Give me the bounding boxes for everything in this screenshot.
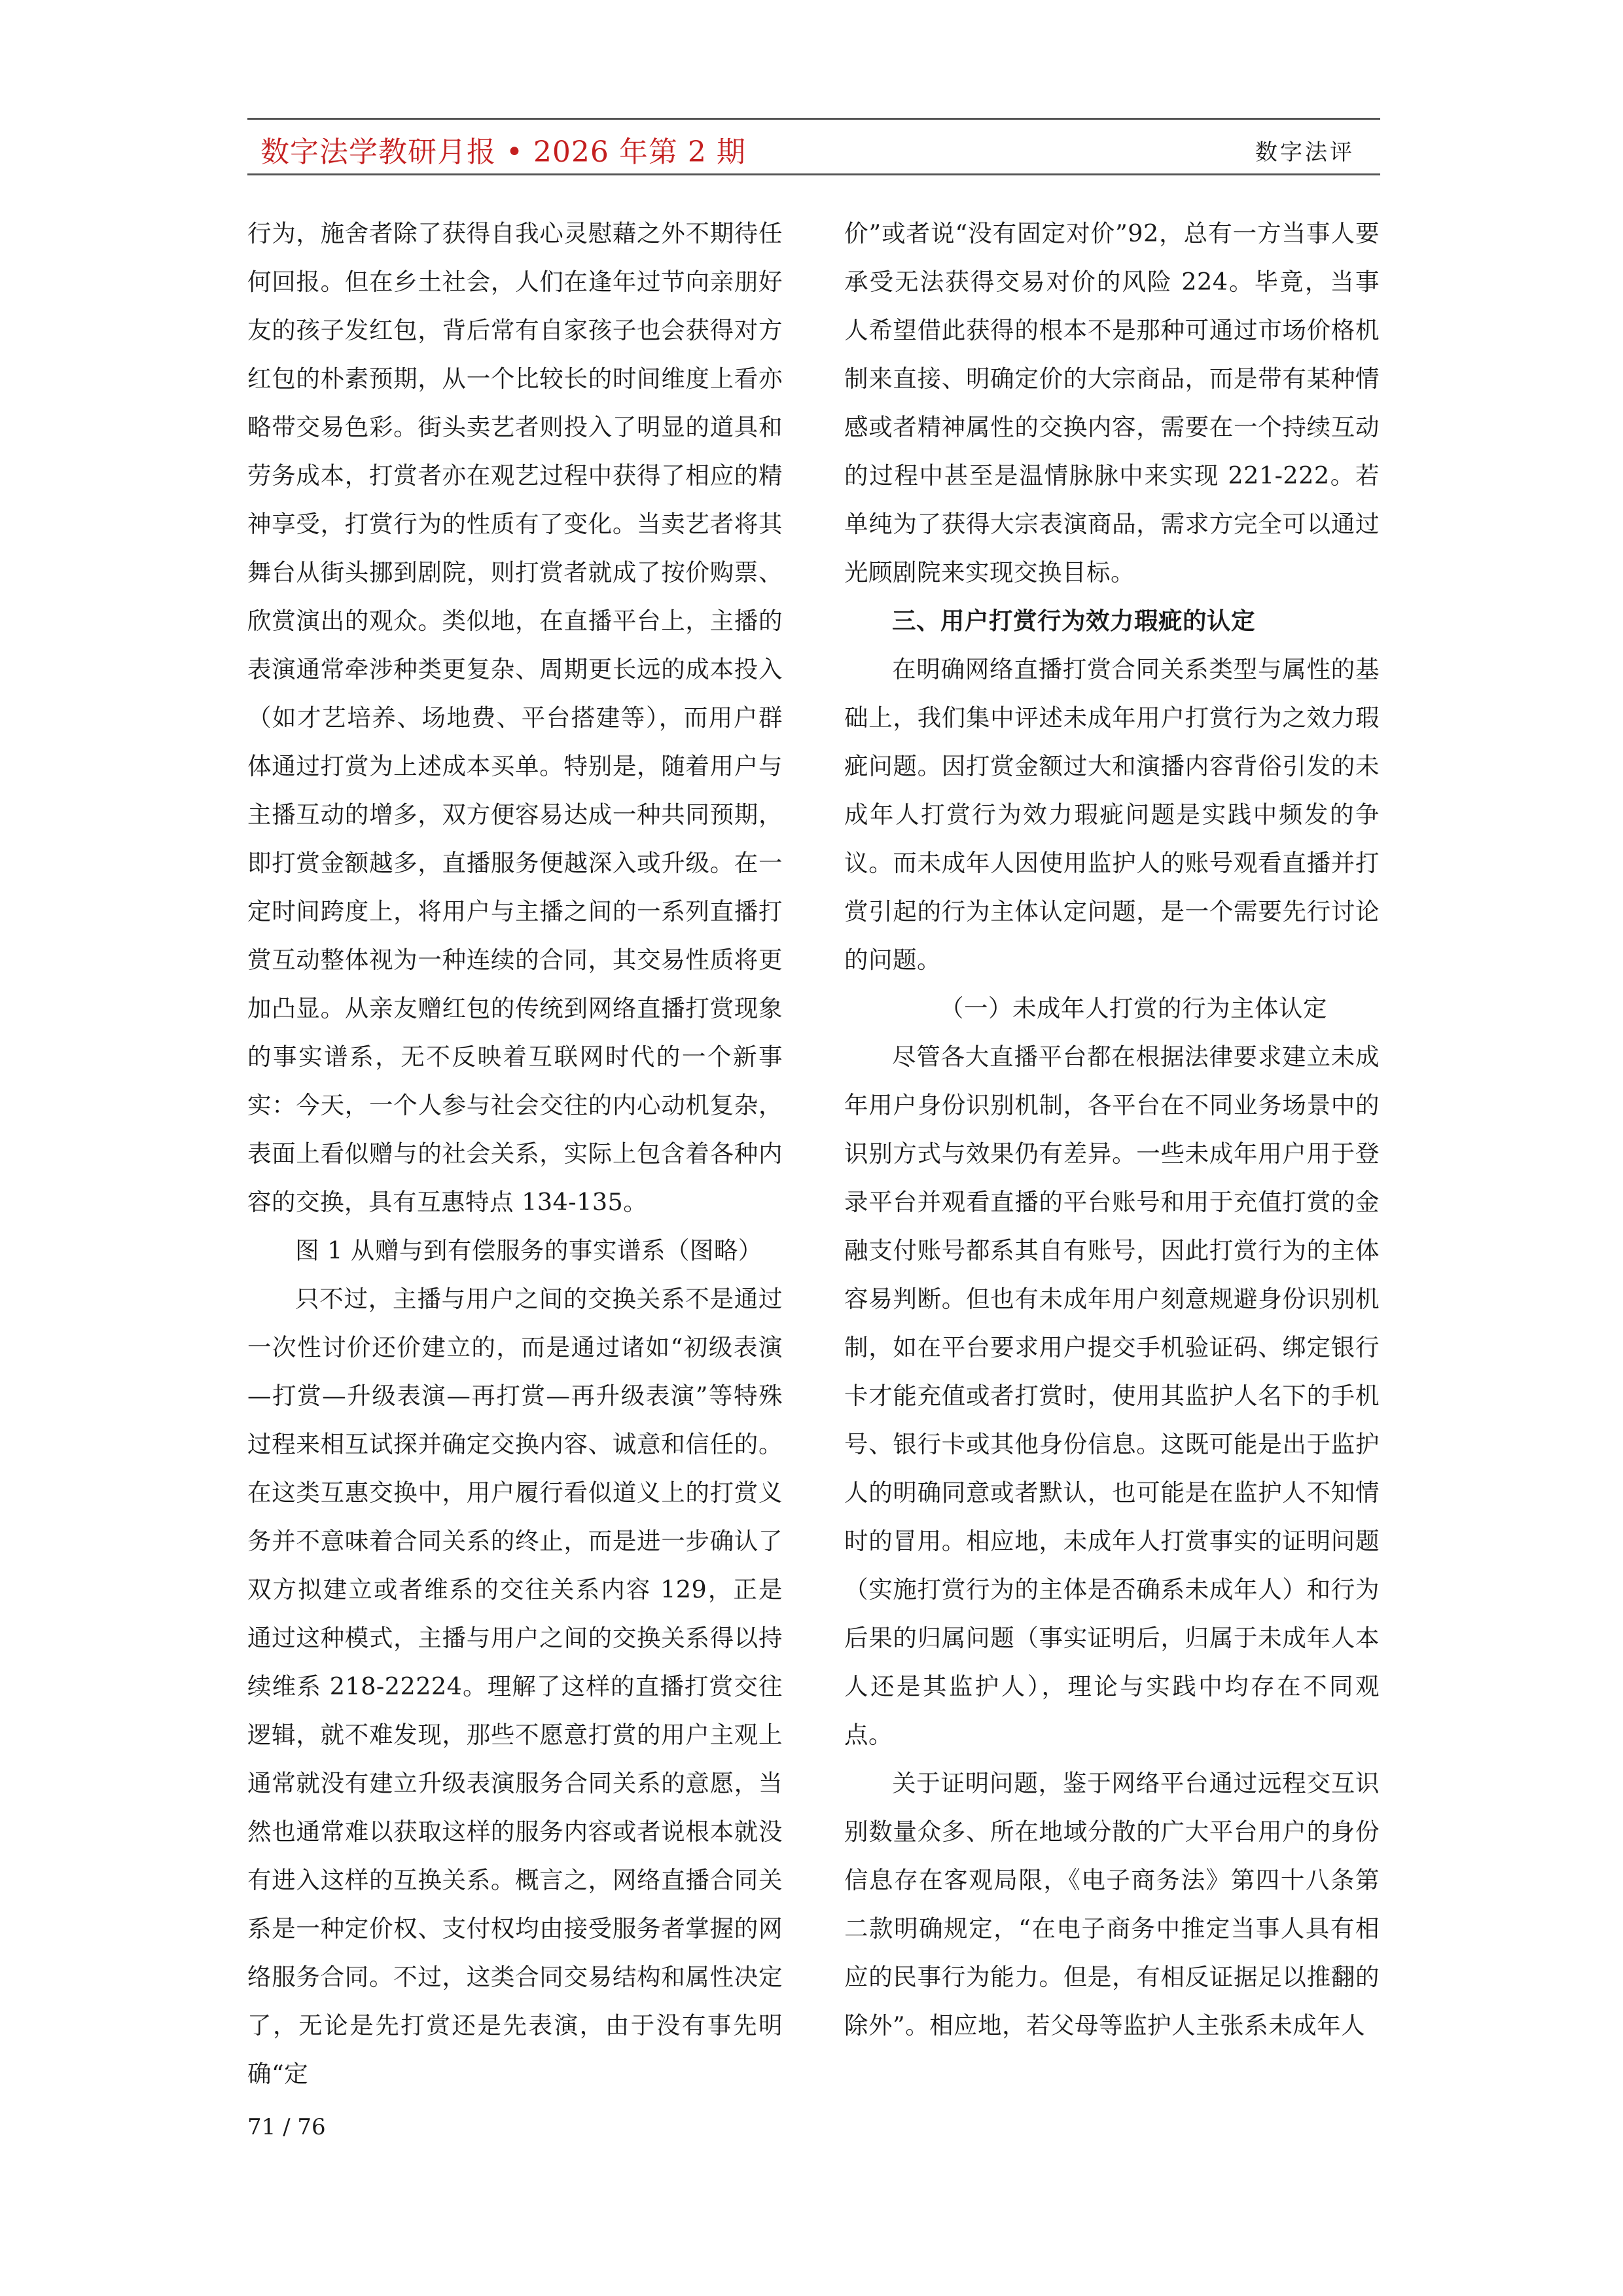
header-bottom-rule (247, 173, 1380, 175)
right-column (844, 209, 1380, 2050)
paragraph: 行为，施舍者除了获得自我心灵慰藉之外不期待任何回报。但在乡土社会，人们在逢年过节向亲朋好友的孩子发红包，背后常有自家孩子也会获得对方红包的朴素预期，从一个比较长的时间维度上看亦略带交易色彩。街头卖艺者则投入了明显的道具和劳务成本，打赏者亦在观艺过程中获得了相应的精神享受，打赏行为的性质有了变化。当卖艺者将其舞台从街头挪到剧院，则打赏者就成了按价购票、欣赏演出的观众。类似地，在直播平台上，主播的表演通常牵涉种类更复杂、周期更长远的成本投入（如才艺培养、场地费、平台搭建等），而用户群体通过打赏为上述成本买单。特别是，随着用户与主播互动的增多，双方便容易达成一种共同预期，即打赏金额越多，直播服务便越深入或升级。在一定时间跨度上，将用户与主播之间的一系列直播打赏互动整体视为一种连续的合同，其交易性质将更加凸显。从亲友赠红包的传统到网络直播打赏现象的事实谱系，无不反映着互联网时代的一个新事实：今天，一个人参与社会交往的内心动机复杂，表面上看似赠与的社会关系，实际上包含着各种内容的交换，具有互惠特点 134-135。 (247, 219, 783, 1216)
paragraph: 在明确网络直播打赏合同关系类型与属性的基础上，我们集中评述未成年用户打赏行为之效力瑕疵问题。因打赏金额过大和演播内容背俗引发的未成年人打赏行为效力瑕疵问题是实践中频发的争议。而未成年人因使用监护人的账号观看直播并打赏引起的行为主体认定问题，是一个需要先行讨论的问题。 (844, 655, 1380, 974)
subsection-heading: （一）未成年人打赏的行为主体认定 (940, 994, 1327, 1022)
paragraph: 价”或者说“没有固定对价”92，总有一方当事人要承受无法获得交易对价的风险 224。毕竟，当事人希望借此获得的根本不是那种可通过市场价格机制来直接、明确定价的大宗商品，而是带有某种情感或者精神属性的交换内容，需要在一个持续互动的过程中甚至是温情脉脉中来实现 221-222。若单纯为了获得大宗表演商品，需求方完全可以通过光顾剧院来实现交换目标。 (844, 219, 1380, 586)
section-heading: 三、用户打赏行为效力瑕疵的认定 (892, 607, 1255, 635)
paragraph: 尽管各大直播平台都在根据法律要求建立未成年用户身份识别机制，各平台在不同业务场景中的识别方式与效果仍有差异。一些未成年用户用于登录平台并观看直播的平台账号和用于充值打赏的金融支付账号都系其自有账号，因此打赏行为的主体容易判断。但也有未成年用户刻意规避身份识别机制，如在平台要求用户提交手机验证码、绑定银行卡才能充值或者打赏时，使用其监护人名下的手机号、银行卡或其他身份信息。这既可能是出于监护人的明确同意或者默认，也可能是在监护人不知情时的冒用。相应地，未成年人打赏事实的证明问题（实施打赏行为的主体是否确系未成年人）和行为后果的归属问题（事实证明后，归属于未成年人本人还是其监护人），理论与实践中均存在不同观点。 (844, 1043, 1380, 1749)
page-number: 71 / 76 (247, 2114, 326, 2140)
header-top-rule (247, 118, 1380, 120)
journal-title: 数字法学教研月报 • 2026 年第 2 期 (260, 135, 746, 169)
section-label: 数字法评 (1255, 139, 1355, 166)
left-column (247, 209, 783, 2098)
paragraph: 只不过，主播与用户之间的交换关系不是通过一次性讨价还价建立的，而是通过诸如“初级表演—打赏—升级表演—再打赏—再升级表演”等特殊过程来相互试探并确定交换内容、诚意和信任的。在这类互惠交换中，用户履行看似道义上的打赏义务并不意味着合同关系的终止，而是进一步确认了双方拟建立或者维系的交往关系内容 129，正是通过这种模式，主播与用户之间的交换关系得以持续维系 218-22224。理解了这样的直播打赏交往逻辑，就不难发现，那些不愿意打赏的用户主观上通常就没有建立升级表演服务合同关系的意愿，当然也通常难以获取这样的服务内容或者说根本就没有进入这样的互换关系。概言之，网络直播合同关系是一种定价权、支付权均由接受服务者掌握的网络服务合同。不过，这类合同交易结构和属性决定了，无论是先打赏还是先表演，由于没有事先明确“定 (247, 1285, 783, 2088)
figure-caption: 图 1 从赠与到有偿服务的事实谱系（图略） (295, 1236, 762, 1265)
paragraph: 关于证明问题，鉴于网络平台通过远程交互识别数量众多、所在地域分散的广大平台用户的身份信息存在客观局限，《电子商务法》第四十八条第二款明确规定，“在电子商务中推定当事人具有相应的民事行为能力。但是，有相反证据足以推翻的除外”。相应地，若父母等监护人主张系未成年人 (844, 1769, 1380, 2039)
